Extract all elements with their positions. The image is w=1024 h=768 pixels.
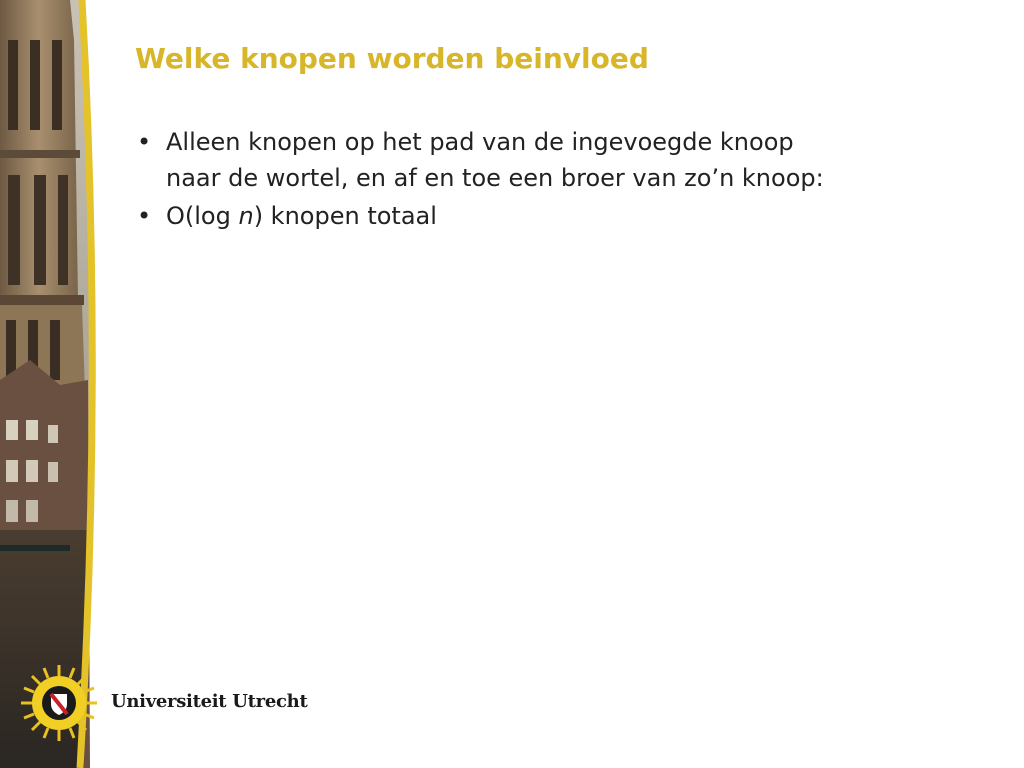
- bullet-text-italic: n: [238, 202, 254, 230]
- bullet-text-prefix: O(log: [166, 202, 239, 230]
- university-seal-icon: [20, 664, 98, 742]
- bullet-dot-icon: •: [137, 202, 152, 230]
- cathedral-tower-photo: [0, 0, 110, 768]
- bullet-item: [135, 198, 995, 234]
- bullet-dot-icon: •: [137, 128, 152, 156]
- university-name: Universiteit Utrecht: [111, 691, 308, 712]
- bullet-text-suffix: ) knopen totaal: [253, 202, 437, 230]
- slide-title: Welke knopen worden beinvloed: [135, 42, 649, 75]
- university-logo: [20, 664, 320, 744]
- bullet-list: [135, 124, 995, 236]
- bullet-item: [135, 124, 995, 196]
- bullet-text-line: Alleen knopen op het pad van de ingevoegde knoop: [166, 128, 794, 156]
- bullet-text-line: naar de wortel, en af en toe een broer van zo’n knoop:: [166, 164, 824, 192]
